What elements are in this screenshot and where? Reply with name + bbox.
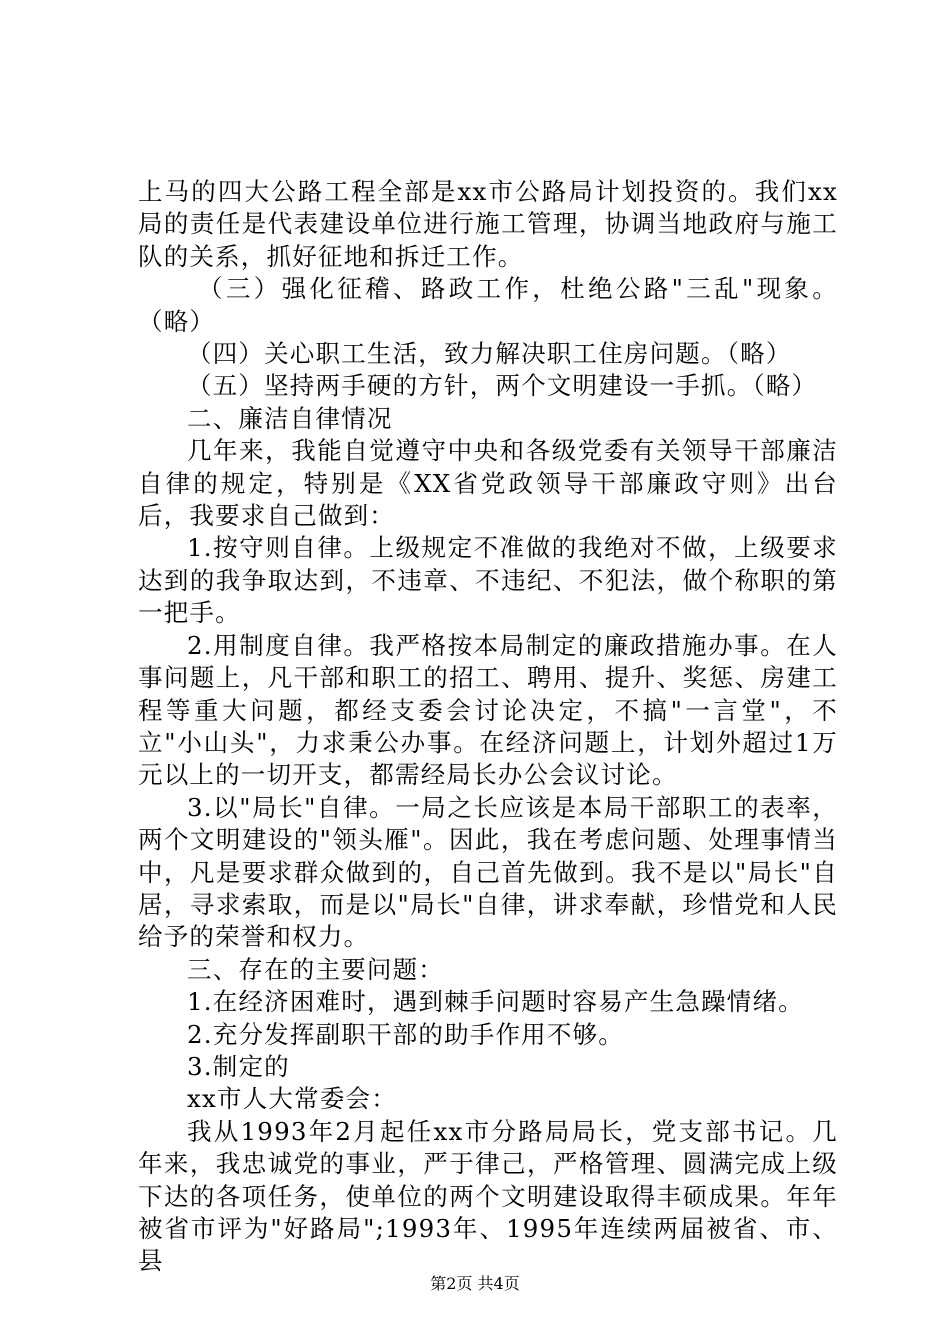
paragraph-integrity-intro: 几年来，我能自觉遵守中央和各级党委有关领导干部廉洁自律的规定，特别是《XX省党政领导干部廉政守则》出台后，我要求自己做到： [138,436,838,531]
paragraph-continuation: 上马的四大公路工程全部是xx市公路局计划投资的。我们xx局的责任是代表建设单位进行施工管理，协调当地政府与施工队的关系，抓好征地和拆迁工作。 [138,177,838,271]
paragraph-rule-2: 2.用制度自律。我严格按本局制定的廉政措施办事。在人事问题上，凡干部和职工的招工、聘用、提升、奖惩、房建工程等重大问题，都经支委会讨论决定，不搞"一言堂"，不立"小山头"，力求秉公办事。在经济问题上，计划外超过1万元以上的一切开支，都需经局长办公会议讨论。 [138,630,838,790]
paragraph-problem-1: 1.在经济困难时，遇到棘手问题时容易产生急躁情绪。 [187,987,804,1017]
paragraph-rule-1: 1.按守则自律。上级规定不准做的我绝对不做，上级要求达到的我争取达到，不违章、不违纪、不犯法，做个称职的第一把手。 [138,533,838,628]
paragraph-rule-3: 3.以"局长"自律。一局之长应该是本局干部职工的表率，两个文明建设的"领头雁"。因此，我在考虑问题、处理事情当中，凡是要求群众做到的，自己首先做到。我不是以"局长"自居，寻求索取，而是以"局长"自律，讲求奉献，珍惜党和人民给予的荣誉和权力。 [138,792,838,952]
paragraph-problem-2: 2.充分发挥副职干部的助手作用不够。 [187,1019,624,1049]
paragraph-section-3: （三）强化征稽、路政工作，杜绝公路"三乱"现象。（略） [138,274,838,336]
paragraph-problem-3: 3.制定的 [187,1051,290,1081]
paragraph-section-5: （五）坚持两手硬的方针，两个文明建设一手抓。（略） [187,371,818,401]
paragraph-section-4: （四）关心职工生活，致力解决职工住房问题。（略） [187,339,792,369]
salutation: xx市人大常委会： [187,1084,397,1114]
paragraph-report-intro: 我从1993年2月起任xx市分路局局长，党支部书记。几年来，我忠诚党的事业，严于律己，严格管理、圆满完成上级下达的各项任务，使单位的两个文明建设取得丰硕成果。年年被省市评为"好路局";1993年、1995年连续两届被省、市、县 [138,1116,838,1276]
heading-integrity: 二、廉洁自律情况 [187,403,393,433]
page-number-footer: 第2页 共4页 [430,1274,520,1293]
heading-problems: 三、存在的主要问题： [187,954,444,984]
document-body [138,176,838,1278]
